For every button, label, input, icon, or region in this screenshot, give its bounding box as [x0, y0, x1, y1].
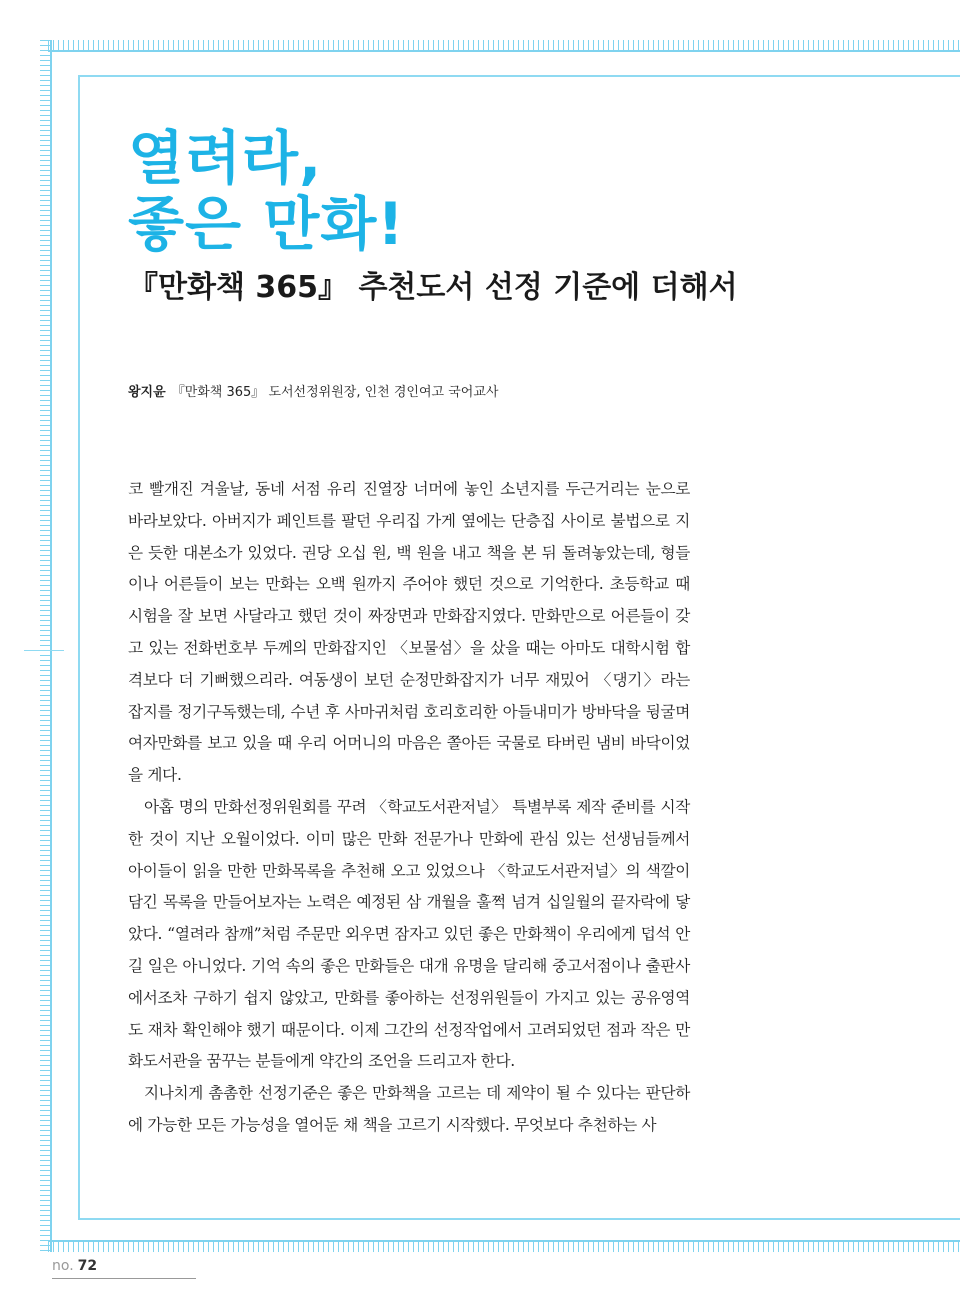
article-title [128, 125, 405, 257]
paragraph-3: 지나치게 촘촘한 선정기준은 좋은 만화책을 고르는 데 제약이 될 수 있다는 판단하에 가능한 모든 가능성을 열어둔 채 책을 고르기 시작했다. 무엇보다 추천하는 사 [128, 1084, 690, 1134]
page-number [52, 1258, 97, 1274]
side-mark [24, 650, 64, 651]
paragraph-2: 아홉 명의 만화선정위원회를 꾸려 〈학교도서관저널〉 특별부록 제작 준비를 시작한 것이 지난 오월이었다. 이미 많은 만화 전문가나 만화에 관심 있는 선생님들께서 아이들이 읽을 만한 만화목록을 추천해 오고 있었으나 〈학교도서관저널〉의 색깔이 담긴 목록을 만들어보자는 노력은 예정된 삼 개월을 훌쩍 넘겨 십일월의 끝자락에 닿았다. “열려라 참깨”처럼 주문만 외우면 잠자고 있던 좋은 만화책이 우리에게 덥석 안길 일은 아니었다. 기억 속의 좋은 만화들은 대개 유명을 달리해 중고서점이나 출판사에서조차 구하기 쉽지 않았고, 만화를 좋아하는 선정위원들이 가지고 있는 공유영역도 재차 확인해야 했기 때문이다. 이제 그간의 선정작업에서 고려되었던 점과 작은 만화도서관을 꿈꾸는 분들에게 약간의 조언을 드리고자 한다. [128, 797, 690, 1071]
title-line-1: 열려라, [128, 124, 323, 192]
byline [128, 381, 498, 400]
paragraph-1: 코 빨개진 겨울날, 동네 서점 유리 진열장 너머에 놓인 소년지를 두근거리는 눈으로 바라보았다. 아버지가 페인트를 팔던 우리집 가게 옆에는 단층집 사이로 불법으로 지은 듯한 대본소가 있었다. 권당 오십 원, 백 원을 내고 책을 본 뒤 돌려놓았는데, 형들이나 어른들이 보는 만화는 오백 원까지 주어야 했던 것으로 기억한다. 초등학교 때 시험을 잘 보면 사달라고 했던 것이 짜장면과 만화잡지였다. 만화만으로 어른들이 갖고 있는 전화번호부 두께의 만화잡지인 〈보물섬〉을 샀을 때는 아마도 대학시험 합격보다 더 기뻐했으리라. 여동생이 보던 순정만화잡지가 너무 재밌어 〈댕기〉라는 잡지를 정기구독했는데, 수년 후 사마귀처럼 호리호리한 아들내미가 방바닥을 뒹굴며 여자만화를 보고 있을 때 우리 어머니의 마음은 쫄아든 국물로 타버린 냄비 바닥이었을 게다. [128, 480, 690, 785]
ruler-ticks-left [40, 40, 46, 1252]
title-line-2: 좋은 만화! [128, 190, 405, 258]
ruler-ticks-top [48, 40, 960, 46]
author-description: 『만화책 365』 도서선정위원장, 인천 경인여고 국어교사 [171, 385, 499, 400]
page-number-prefix: no. [52, 1258, 74, 1274]
ruler-border-bottom [48, 1240, 960, 1252]
author-name: 왕지윤 [128, 385, 166, 400]
page-number-underline [52, 1278, 196, 1279]
article-subtitle: 『만화책 365』 추천도서 선정 기준에 더해서 [128, 270, 738, 305]
page-number-value: 72 [77, 1258, 98, 1274]
article-body [128, 474, 690, 1142]
